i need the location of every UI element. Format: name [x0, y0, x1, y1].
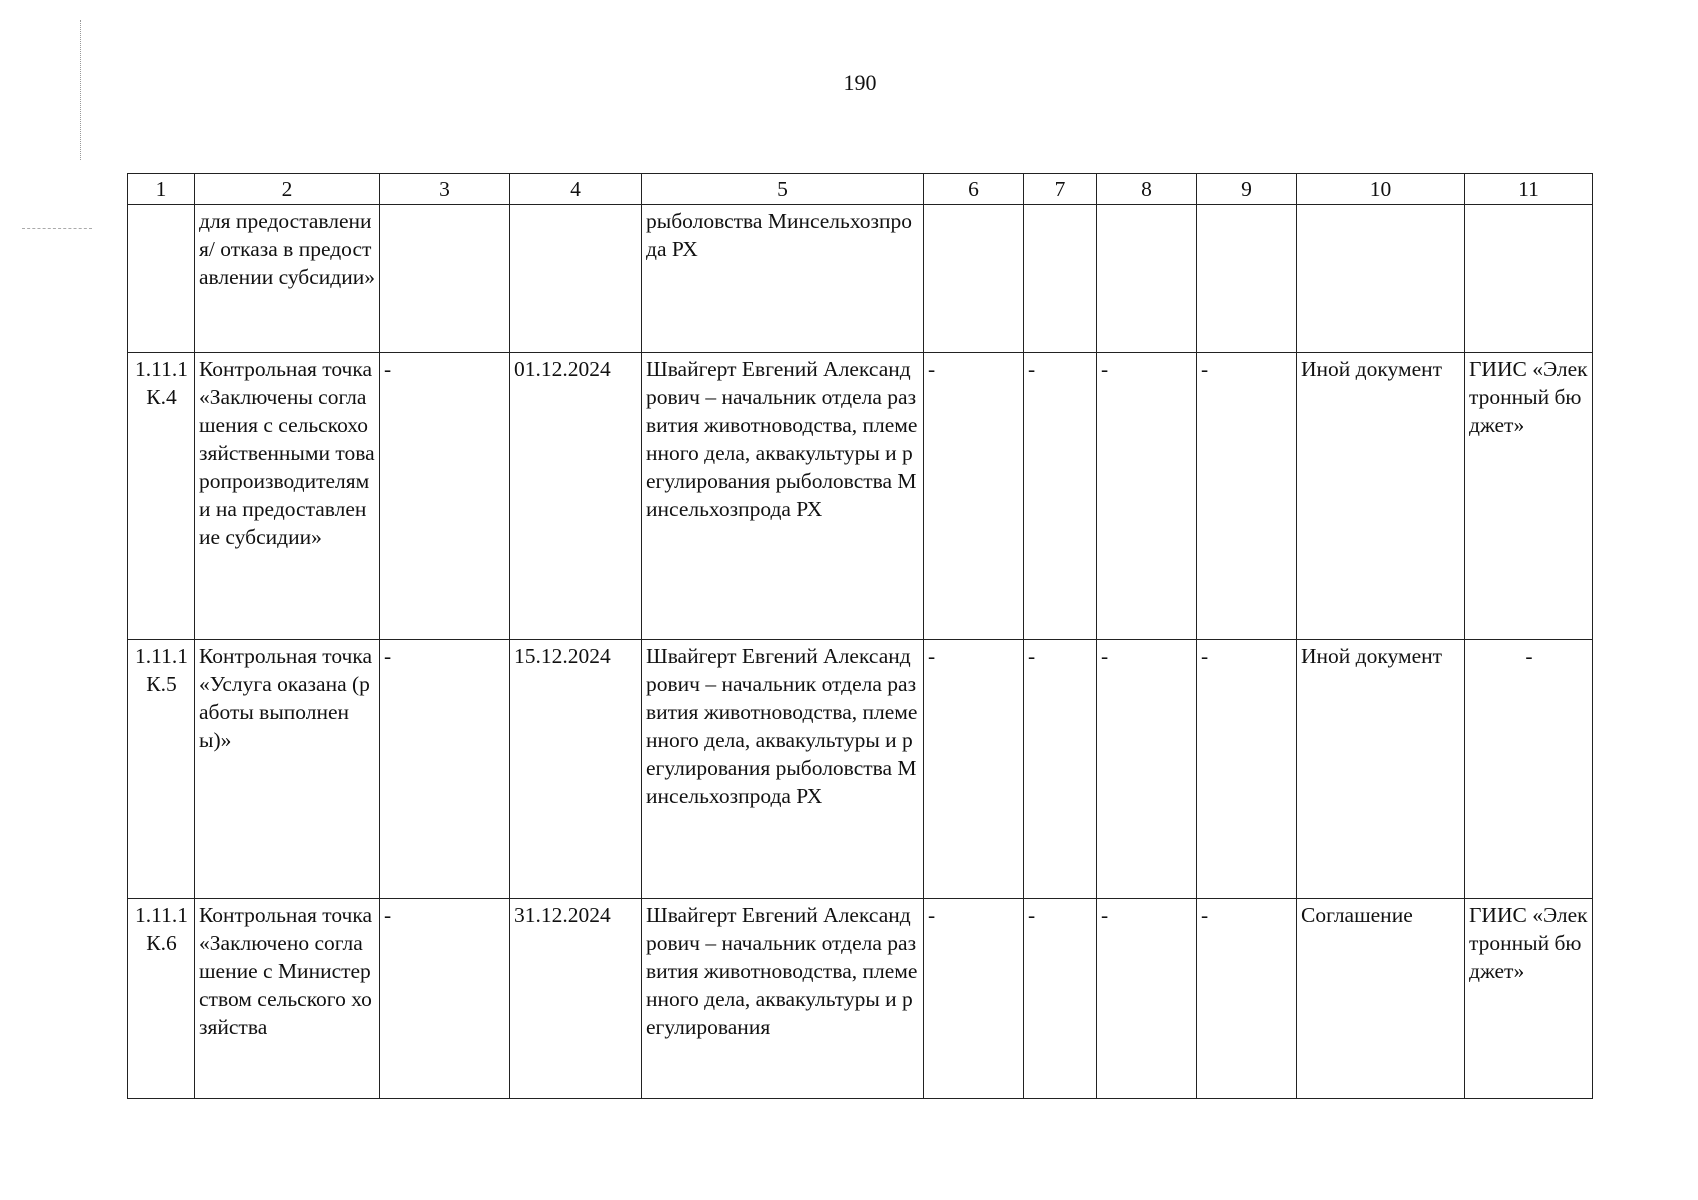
table-row [128, 205, 1593, 353]
event-name: Контрольная точка «Заключено соглашение с Министерством сельского хозяйства [195, 899, 380, 1099]
information-system: - [1465, 640, 1593, 899]
cell-col3 [380, 205, 510, 353]
cell-col7: - [1024, 640, 1097, 899]
deadline-date: 31.12.2024 [510, 899, 642, 1099]
column-header: 4 [510, 174, 642, 205]
cell-col7: - [1024, 353, 1097, 640]
cell-col8: - [1097, 899, 1197, 1099]
column-header: 8 [1097, 174, 1197, 205]
information-system [1465, 205, 1593, 353]
document-type: Иной документ [1297, 640, 1465, 899]
document-type: Иной документ [1297, 353, 1465, 640]
row-number: 1.11.1 К.4 [128, 353, 195, 640]
cell-col3: - [380, 899, 510, 1099]
column-header: 7 [1024, 174, 1097, 205]
scan-artifact [22, 228, 92, 230]
responsible-person: Швайгерт Евгений Александрович – начальник отдела развития животноводства, племенного дела, аквакультуры и регулирования [642, 899, 924, 1099]
row-number: 1.11.1 К.6 [128, 899, 195, 1099]
cell-col8: - [1097, 353, 1197, 640]
column-header: 11 [1465, 174, 1593, 205]
event-name: Контрольная точка «Услуга оказана (работы выполнены)» [195, 640, 380, 899]
information-system: ГИИС «Электронный бюджет» [1465, 899, 1593, 1099]
responsible-person: Швайгерт Евгений Александрович – начальник отдела развития животноводства, племенного дела, аквакультуры и регулирования рыболовства Минсельхозпрода РХ [642, 640, 924, 899]
information-system: ГИИС «Электронный бюджет» [1465, 353, 1593, 640]
cell-col3: - [380, 640, 510, 899]
responsible-person: рыболовства Минсельхозпрода РХ [642, 205, 924, 353]
plan-table [127, 173, 1593, 1099]
document-type: Соглашение [1297, 899, 1465, 1099]
cell-col6: - [924, 899, 1024, 1099]
cell-col6 [924, 205, 1024, 353]
cell-col9: - [1197, 353, 1297, 640]
event-name: Контрольная точка «Заключены соглашения с сельскохозяйственными товаропроизводителями на предоставление субсидии» [195, 353, 380, 640]
cell-col7 [1024, 205, 1097, 353]
cell-col9: - [1197, 640, 1297, 899]
cell-col7: - [1024, 899, 1097, 1099]
column-header: 5 [642, 174, 924, 205]
cell-col6: - [924, 640, 1024, 899]
deadline-date [510, 205, 642, 353]
event-name: для предоставления/ отказа в предоставлении субсидии» [195, 205, 380, 353]
cell-col9: - [1197, 899, 1297, 1099]
deadline-date: 15.12.2024 [510, 640, 642, 899]
table-row [128, 353, 1593, 640]
column-header: 1 [128, 174, 195, 205]
responsible-person: Швайгерт Евгений Александрович – начальник отдела развития животноводства, племенного дела, аквакультуры и регулирования рыболовства Минсельхозпрода РХ [642, 353, 924, 640]
page-number: 190 [843, 70, 877, 95]
cell-col9 [1197, 205, 1297, 353]
row-number [128, 205, 195, 353]
column-header: 6 [924, 174, 1024, 205]
deadline-date: 01.12.2024 [510, 353, 642, 640]
document-type [1297, 205, 1465, 353]
column-header: 2 [195, 174, 380, 205]
row-number: 1.11.1 К.5 [128, 640, 195, 899]
cell-col6: - [924, 353, 1024, 640]
column-header: 3 [380, 174, 510, 205]
cell-col3: - [380, 353, 510, 640]
cell-col8: - [1097, 640, 1197, 899]
table-row [128, 899, 1593, 1099]
table-row [128, 640, 1593, 899]
column-header: 9 [1197, 174, 1297, 205]
column-header: 10 [1297, 174, 1465, 205]
table-header-row [128, 174, 1593, 205]
cell-col8 [1097, 205, 1197, 353]
